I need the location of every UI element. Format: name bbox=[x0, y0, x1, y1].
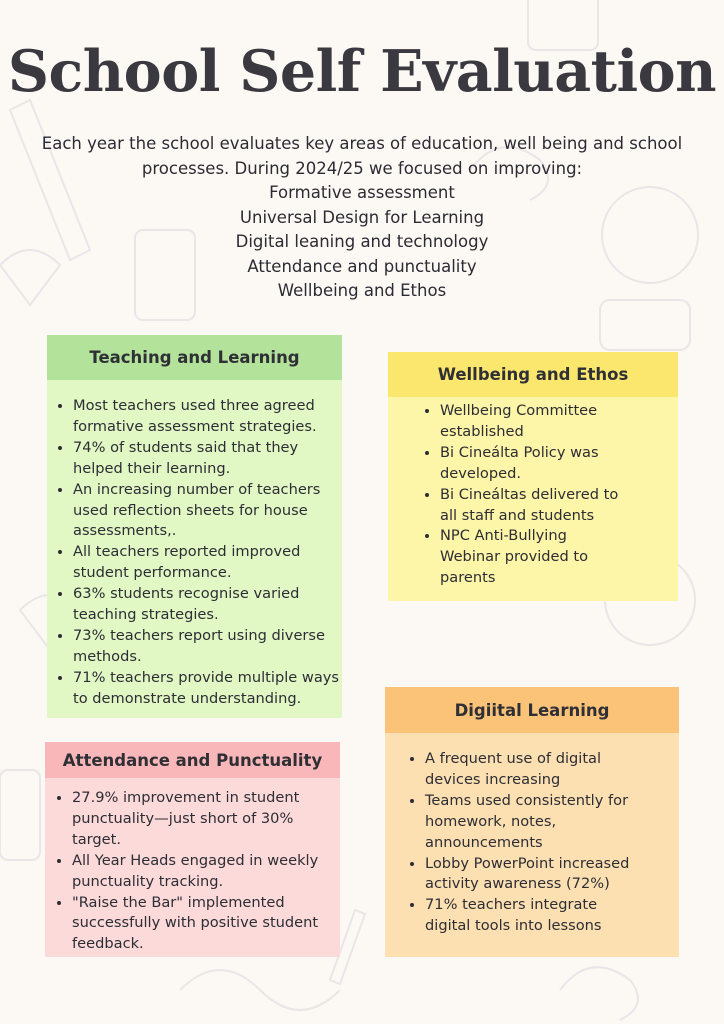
list-item: • 71% teachers integrate digital tools into lessons bbox=[425, 895, 647, 937]
focus-area-item: Formative assessment bbox=[269, 183, 455, 202]
card-body bbox=[47, 380, 342, 718]
list-item: • 71% teachers provide multiple ways to demonstrate understanding. bbox=[73, 668, 342, 710]
list-item: • 63% students recognise varied teaching strategies. bbox=[73, 584, 342, 626]
focus-area-item: Attendance and punctuality bbox=[247, 256, 477, 276]
eraser-doodle-icon bbox=[600, 300, 690, 350]
teaching-learning-card bbox=[47, 335, 342, 718]
bullet-list bbox=[45, 788, 322, 955]
intro-section bbox=[30, 132, 694, 304]
bullet-list bbox=[47, 396, 342, 710]
bullet-list bbox=[385, 749, 647, 937]
list-item: • 73% teachers report using diverse methods. bbox=[73, 626, 342, 668]
card-body bbox=[388, 397, 678, 601]
page-title: School Self Evaluation bbox=[7, 38, 717, 105]
list-item: • A frequent use of digital devices increasing bbox=[425, 749, 647, 791]
card-heading: Digiital Learning bbox=[385, 687, 679, 733]
notebook-doodle-icon bbox=[0, 770, 40, 860]
list-item: • 27.9% improvement in student punctuality—just short of 30% target. bbox=[72, 788, 322, 851]
list-item: • Most teachers used three agreed formative assessment strategies. bbox=[73, 396, 342, 438]
attendance-punctuality-card bbox=[45, 742, 340, 957]
card-heading: Attendance and Punctuality bbox=[45, 742, 340, 778]
bullet-list bbox=[388, 401, 620, 589]
wellbeing-ethos-card bbox=[388, 352, 678, 601]
list-item: • All Year Heads engaged in weekly punctuality tracking. bbox=[72, 851, 322, 893]
intro-text: Each year the school evaluates key areas of education, well being and school processes. During 2024/25 we focused on improving: bbox=[41, 134, 683, 178]
card-heading: Wellbeing and Ethos bbox=[388, 352, 678, 397]
digital-learning-card bbox=[385, 687, 679, 957]
focus-area-item: Digital leaning and technology bbox=[235, 232, 489, 251]
list-item: • 74% of students said that they helped their learning. bbox=[73, 438, 342, 480]
focus-area-item: Universal Design for Learning bbox=[239, 207, 485, 227]
list-item: • Wellbeing Committee established bbox=[440, 401, 620, 443]
hello-doodle-icon bbox=[560, 967, 638, 1020]
list-item: • An increasing number of teachers used reflection sheets for house assessments,. bbox=[73, 480, 342, 543]
list-item: • Bi Cineálta Policy was developed. bbox=[440, 443, 620, 485]
list-item: • Bi Cineáltas delivered to all staff and students bbox=[440, 485, 620, 527]
list-item: • All teachers reported improved student performance. bbox=[73, 542, 342, 584]
focus-area-list bbox=[30, 181, 694, 304]
card-body bbox=[385, 733, 679, 957]
card-heading: Teaching and Learning bbox=[47, 335, 342, 380]
focus-area-item: Wellbeing and Ethos bbox=[277, 281, 447, 300]
hello-doodle-icon bbox=[180, 970, 340, 1010]
list-item: • Lobby PowerPoint increased activity awareness (72%) bbox=[425, 854, 647, 896]
list-item: • Teams used consistently for homework, notes, announcements bbox=[425, 791, 647, 854]
list-item: • NPC Anti-Bullying Webinar provided to parents bbox=[440, 526, 620, 589]
list-item: • "Raise the Bar" implemented successfully with positive student feedback. bbox=[72, 893, 322, 956]
card-body bbox=[45, 778, 340, 957]
